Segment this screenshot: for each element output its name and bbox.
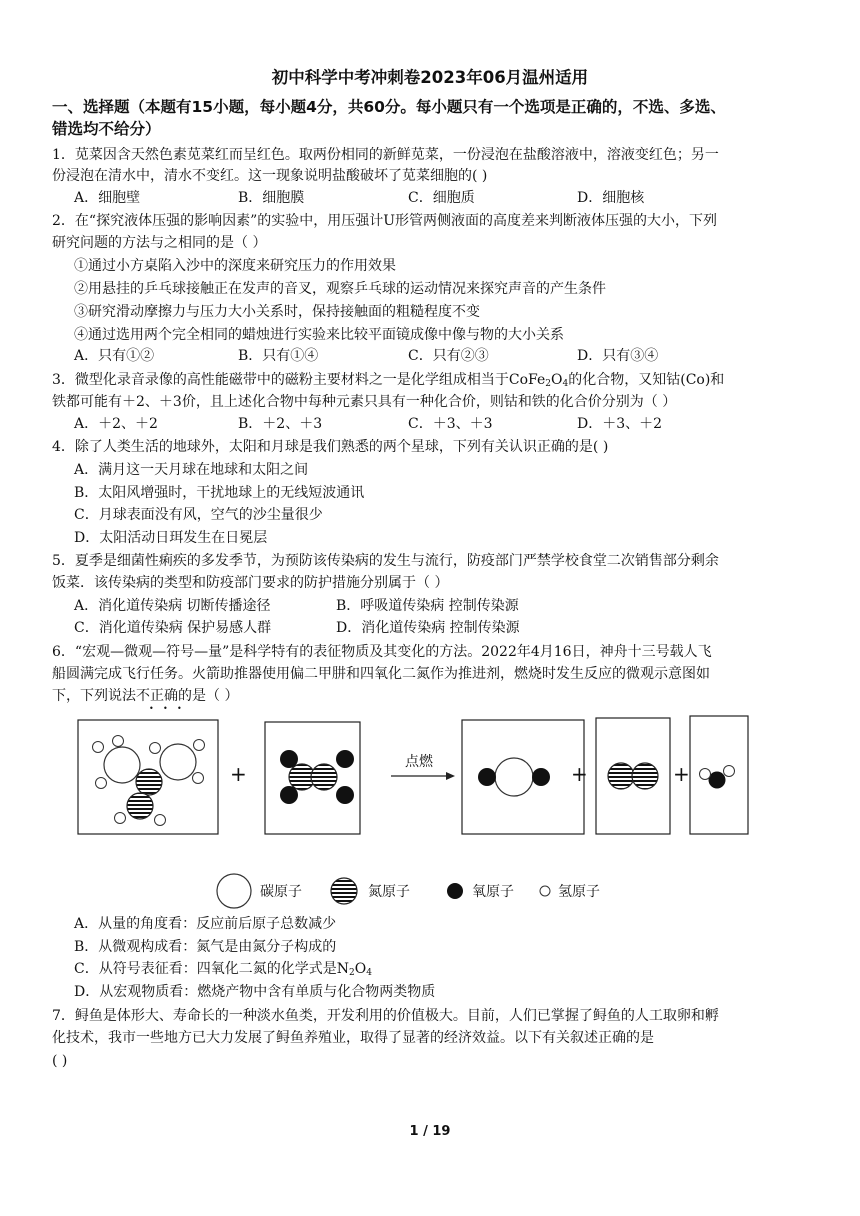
q1-option-d: D．细胞核	[577, 190, 645, 206]
q6-stem-line2: 船圆满完成飞行任务。火箭助推器使用偏二甲肼和四氧化二氮作为推进剂，燃烧时发生反应的微观示意图如	[52, 666, 710, 682]
hydrogen-atom	[700, 769, 711, 780]
q3-option-c: C．＋3、＋3	[408, 416, 493, 432]
reactant-box-2	[265, 722, 360, 834]
q6-stem-line1: 6．“宏观—微观—符号—量”是科学特有的表征物质及其变化的方法。2022年4月16日，神舟十三号载人飞	[52, 644, 712, 660]
q6-option-b: B．从微观构成看：氮气是由氮分子构成的	[74, 939, 337, 955]
oxygen-atom	[280, 786, 298, 804]
nitrogen-atom	[632, 763, 658, 789]
section-heading-line1: 一、选择题（本题有15小题，每小题4分，共60分。每小题只有一个选项是正确的，不选、多选、	[52, 98, 726, 116]
q7-stem-line3: ( )	[52, 1053, 68, 1069]
oxygen-atom	[336, 750, 354, 768]
hydrogen-atom	[150, 743, 161, 754]
hydrogen-atom	[93, 742, 104, 753]
hydrogen-atom	[193, 773, 204, 784]
q1-option-b: B．细胞膜	[238, 190, 305, 206]
nitrogen-atom	[311, 764, 337, 790]
hydrogen-atom	[194, 740, 205, 751]
q5-option-b: B．呼吸道传染病 控制传染源	[336, 598, 519, 614]
q4-stem: 4．除了人类生活的地球外，太阳和月球是我们熟悉的两个星球，下列有关认识正确的是( )	[52, 439, 609, 455]
q6-option-c: C．从符号表征看：四氧化二氮的化学式是$N_2O_4$	[74, 961, 372, 978]
reaction-arrow	[391, 772, 455, 780]
q5-option-d: D．消化道传染病 控制传染源	[336, 620, 520, 636]
q2-option-b: B．只有①④	[238, 348, 319, 364]
q2-item-1: ①通过小方桌陷入沙中的深度来研究压力的作用效果	[74, 258, 396, 274]
oxygen-atom	[280, 750, 298, 768]
emphasis-dot: •	[163, 704, 168, 713]
q3-option-b: B．＋2、＋3	[238, 416, 323, 432]
legend-nitrogen-label: 氮原子	[368, 884, 410, 900]
legend-nitrogen-icon	[331, 878, 357, 904]
hydrogen-atom	[155, 815, 166, 826]
plus-sign: +	[673, 762, 690, 786]
arrow-label: 点燃	[405, 754, 433, 770]
q2-option-a: A．只有①②	[74, 348, 155, 364]
emphasis-dot: •	[177, 704, 182, 713]
q3-stem-line2: 铁都可能有＋2、＋3价，且上述化合物中每种元素只具有一种化合价，则钴和铁的化合价分别为（ ）	[52, 394, 677, 410]
carbon-atom	[104, 747, 140, 783]
carbon-atom	[495, 758, 533, 796]
nitrogen-atom	[608, 763, 634, 789]
carbon-atom	[160, 744, 196, 780]
q2-item-2: ②用悬挂的乒乓球接触正在发声的音叉，观察乒乓球的运动情况来探究声音的产生条件	[74, 281, 606, 297]
section-heading-line2: 错选均不给分）	[52, 120, 161, 138]
plus-sign: +	[230, 762, 247, 786]
product-box-2	[596, 718, 670, 834]
q2-stem-line2: 研究问题的方法与之相同的是（ ）	[52, 235, 267, 251]
oxygen-atom	[532, 768, 550, 786]
q5-option-c: C．消化道传染病 保护易感人群	[74, 620, 272, 636]
page-title: 初中科学中考冲刺卷2023年06月温州适用	[271, 68, 589, 87]
q2-option-d: D．只有③④	[577, 348, 659, 364]
q3-stem-line1: 3．微型化录音录像的高性能磁带中的磁粉主要材料之一是化学组成相当于$CoFe_2O_4$的化合物，又知钴(Co)和	[52, 372, 725, 389]
q5-option-a: A．消化道传染病 切断传播途径	[74, 598, 271, 614]
q7-stem-line2: 化技术，我市一些地方已大力发展了鲟鱼养殖业，取得了显著的经济效益。以下有关叙述正确的是	[52, 1030, 654, 1046]
q5-stem-line2: 饭菜．该传染病的类型和防疫部门要求的防护措施分别属于（ ）	[52, 575, 449, 591]
hydrogen-atom	[115, 813, 126, 824]
legend-carbon-icon	[217, 874, 251, 908]
page-number: 1 / 19	[409, 1124, 451, 1139]
legend-oxygen-icon	[447, 883, 463, 899]
q4-option-a: A．满月这一天月球在地球和太阳之间	[74, 462, 309, 478]
product-box-1	[462, 720, 584, 834]
q3-option-a: A．＋2、＋2	[74, 416, 158, 432]
nitrogen-atom	[136, 769, 162, 795]
oxygen-atom	[336, 786, 354, 804]
oxygen-atom	[709, 772, 726, 789]
nitrogen-atom	[127, 793, 153, 819]
plus-sign: +	[571, 762, 588, 786]
reactant-box-1	[78, 720, 218, 834]
q4-option-c: C．月球表面没有风，空气的沙尘量很少	[74, 507, 323, 523]
q3-option-d: D．＋3、＋2	[577, 416, 663, 432]
oxygen-atom	[478, 768, 496, 786]
q1-option-a: A．细胞壁	[74, 190, 141, 206]
hydrogen-atom	[96, 778, 107, 789]
q1-stem-line1: 1．苋菜因含天然色素苋菜红而呈红色。取两份相同的新鲜苋菜，一份浸泡在盐酸溶液中，溶液变红色；另一	[52, 147, 719, 163]
q4-option-b: B．太阳风增强时，干扰地球上的无线短波通讯	[74, 485, 365, 501]
product-box-3	[690, 716, 748, 834]
hydrogen-atom	[724, 766, 735, 777]
q6-stem-line3: 下，下列说法不正确的是（ ）	[52, 688, 239, 704]
legend-hydrogen-icon	[540, 886, 550, 896]
q2-item-3: ③研究滑动摩擦力与压力大小关系时，保持接触面的粗糙程度不变	[74, 304, 480, 320]
legend-carbon-label: 碳原子	[260, 884, 302, 900]
legend-hydrogen-label: 氢原子	[558, 884, 600, 900]
emphasis-dot: •	[149, 704, 154, 713]
legend-oxygen-label: 氧原子	[472, 884, 514, 900]
q7-stem-line1: 7．鲟鱼是体形大、寿命长的一种淡水鱼类，开发利用的价值极大。目前，人们已掌握了鲟鱼的人工取卵和孵	[52, 1008, 719, 1024]
q2-stem-line1: 2．在“探究液体压强的影响因素”的实验中，用压强计U形管两侧液面的高度差来判断液体压强的大小，下列	[52, 213, 718, 229]
q1-option-c: C．细胞质	[408, 190, 475, 206]
hydrogen-atom	[113, 736, 124, 747]
q6-option-a: A．从量的角度看：反应前后原子总数减少	[74, 916, 337, 932]
q1-stem-line2: 份浸泡在清水中，清水不变红。这一现象说明盐酸破坏了苋菜细胞的( )	[52, 168, 488, 184]
q6-option-d: D．从宏观物质看：燃烧产物中含有单质与化合物两类物质	[74, 984, 436, 1000]
q4-option-d: D．太阳活动日珥发生在日冕层	[74, 530, 268, 546]
q5-stem-line1: 5．夏季是细菌性痢疾的多发季节，为预防该传染病的发生与流行，防疫部门严禁学校食堂二次销售部分剩余	[52, 553, 719, 569]
q2-item-4: ④通过选用两个完全相同的蜡烛进行实验来比较平面镜成像中像与物的大小关系	[74, 327, 564, 343]
q2-option-c: C．只有②③	[408, 348, 489, 364]
